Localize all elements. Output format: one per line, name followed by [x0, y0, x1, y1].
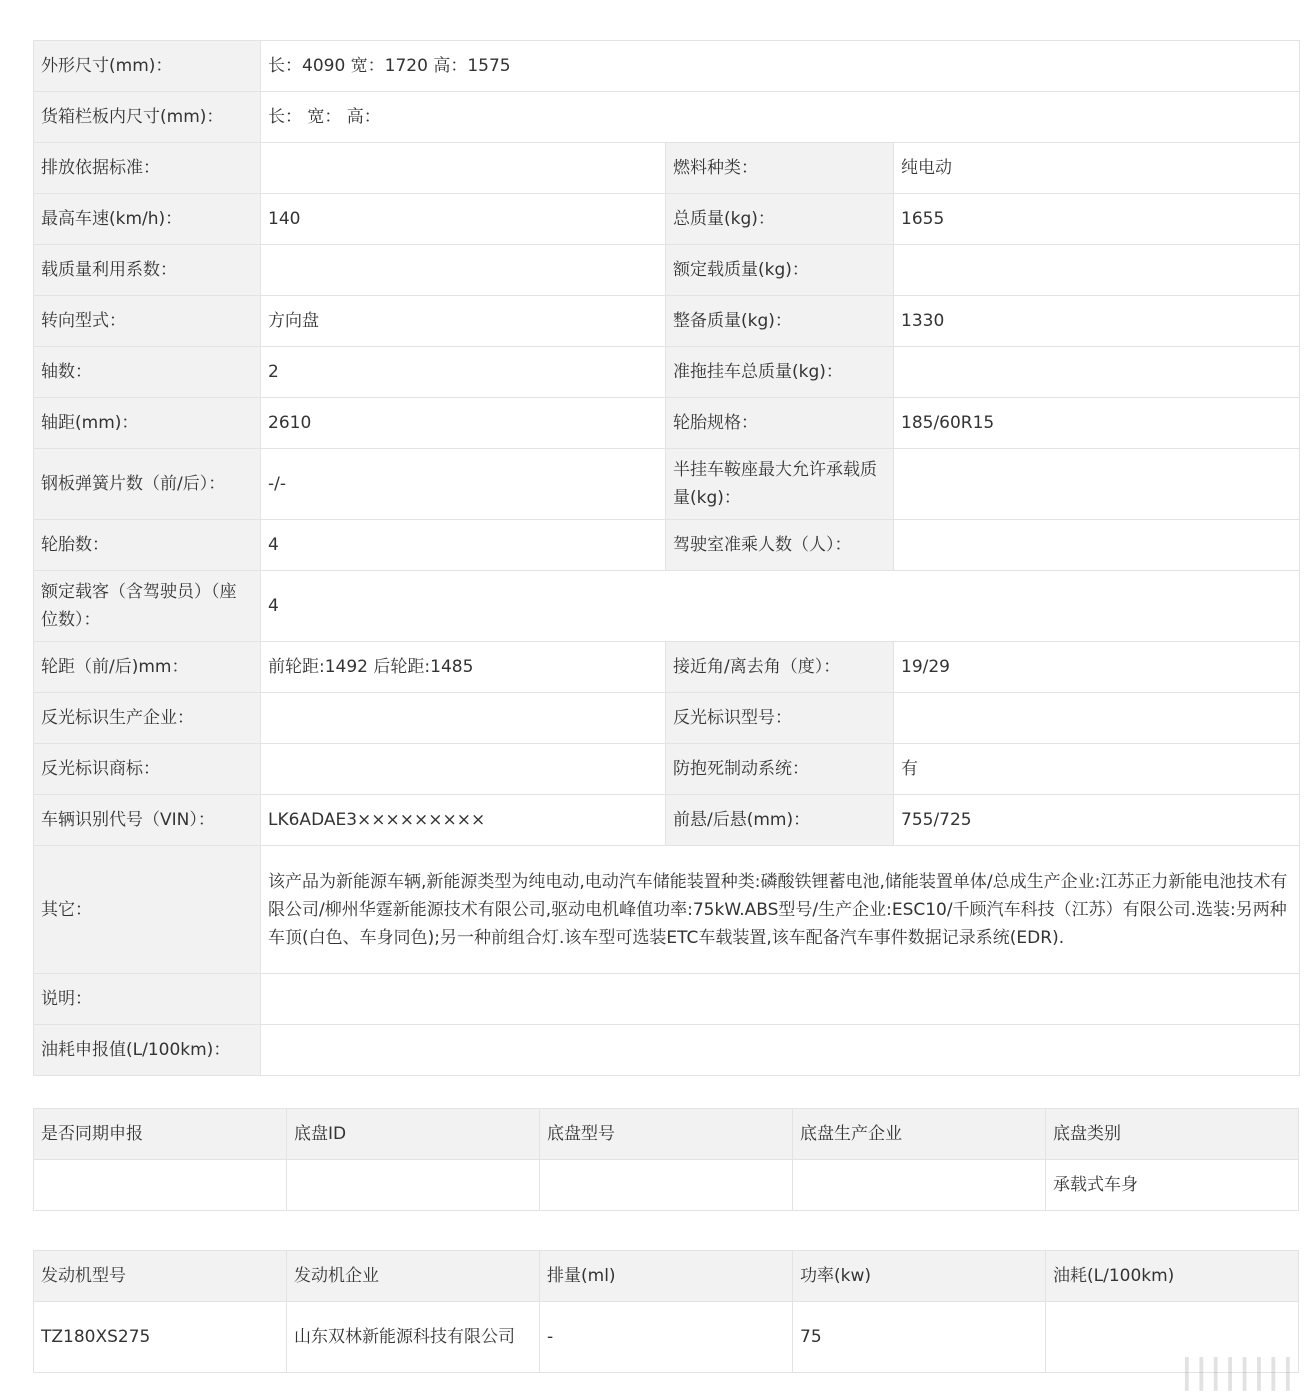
engine-table — [33, 1250, 1299, 1373]
engine-data-row — [34, 1302, 1299, 1373]
chassis-header-cell: 底盘生产企业 — [793, 1109, 1046, 1160]
saddle-value — [894, 449, 1300, 520]
chassis-cell — [793, 1160, 1046, 1211]
dimensions-label: 外形尺寸(mm)： — [34, 41, 261, 92]
cab-passengers-value — [894, 520, 1300, 571]
spec-row-vin — [34, 795, 1300, 846]
wheelbase-value: 2610 — [261, 398, 666, 449]
speed-label: 最高车速(km/h)： — [34, 194, 261, 245]
reflector-model-value — [894, 693, 1300, 744]
trailer-value — [894, 347, 1300, 398]
leaf-spring-label: 钢板弹簧片数（前/后）： — [34, 449, 261, 520]
overhang-value: 755/725 — [894, 795, 1300, 846]
load-coef-value — [261, 245, 666, 296]
chassis-cell: 承载式车身 — [1046, 1160, 1299, 1211]
steering-value: 方向盘 — [261, 296, 666, 347]
chassis-header-cell: 是否同期申报 — [34, 1109, 287, 1160]
fuel-consumption-label: 油耗申报值(L/100km)： — [34, 1025, 261, 1076]
chassis-header-cell: 底盘ID — [287, 1109, 540, 1160]
engine-header-cell: 发动机型号 — [34, 1251, 287, 1302]
tire-spec-label: 轮胎规格： — [666, 398, 894, 449]
spec-row-axles — [34, 347, 1300, 398]
leaf-spring-value: -/- — [261, 449, 666, 520]
spec-row-cargo — [34, 92, 1300, 143]
rated-passengers-value: 4 — [261, 571, 1300, 642]
emission-label: 排放依据标准： — [34, 143, 261, 194]
fuel-label: 燃料种类： — [666, 143, 894, 194]
chassis-header-cell: 底盘类别 — [1046, 1109, 1299, 1160]
spec-row-rated-passengers — [34, 571, 1300, 642]
spec-row-reflector-brand — [34, 744, 1300, 795]
axles-label: 轴数： — [34, 347, 261, 398]
spec-row-speed — [34, 194, 1300, 245]
chassis-header-row — [34, 1109, 1299, 1160]
load-coef-label: 载质量利用系数： — [34, 245, 261, 296]
rated-load-label: 额定载质量(kg)： — [666, 245, 894, 296]
engine-cell: 山东双林新能源科技有限公司 — [287, 1302, 540, 1373]
spec-row-leaf-spring — [34, 449, 1300, 520]
track-value: 前轮距:1492 后轮距:1485 — [261, 642, 666, 693]
rated-passengers-label: 额定载客（含驾驶员）（座位数）： — [34, 571, 261, 642]
cab-passengers-label: 驾驶室准乘人数（人）： — [666, 520, 894, 571]
engine-header-cell: 油耗(L/100km) — [1046, 1251, 1299, 1302]
spec-row-dimensions — [34, 41, 1300, 92]
other-value: 该产品为新能源车辆,新能源类型为纯电动,电动汽车储能装置种类:磷酸铁锂蓄电池,储能装置单体/总成生产企业:江苏正力新能电池技术有限公司/柳州华霆新能源技术有限公司,驱动电机峰值功率:75kW.ABS型号/生产企业:ESC10/千顾汽车科技（江苏）有限公司.选装:另两种车顶(白色、车身同色);另一种前组合灯.该车型可选装ETC车载装置,该车配备汽车事件数据记录系统(EDR). — [261, 846, 1300, 974]
spec-row-load — [34, 245, 1300, 296]
note-label: 说明： — [34, 974, 261, 1025]
watermark: |||||||| — [1180, 1352, 1296, 1392]
curb-mass-value: 1330 — [894, 296, 1300, 347]
steering-label: 转向型式： — [34, 296, 261, 347]
curb-mass-label: 整备质量(kg)： — [666, 296, 894, 347]
trailer-label: 准拖挂车总质量(kg)： — [666, 347, 894, 398]
reflector-model-label: 反光标识型号： — [666, 693, 894, 744]
engine-header-cell: 功率(kw) — [793, 1251, 1046, 1302]
chassis-cell — [287, 1160, 540, 1211]
axles-value: 2 — [261, 347, 666, 398]
engine-cell: 75 — [793, 1302, 1046, 1373]
tire-count-label: 轮胎数： — [34, 520, 261, 571]
angle-label: 接近角/离去角（度）： — [666, 642, 894, 693]
cargo-label: 货箱栏板内尺寸(mm)： — [34, 92, 261, 143]
engine-cell: - — [540, 1302, 793, 1373]
spec-row-reflector-maker — [34, 693, 1300, 744]
spec-row-track — [34, 642, 1300, 693]
abs-label: 防抱死制动系统： — [666, 744, 894, 795]
engine-header-cell: 排量(ml) — [540, 1251, 793, 1302]
spec-row-note — [34, 974, 1300, 1025]
chassis-cell — [34, 1160, 287, 1211]
fuel-consumption-value — [261, 1025, 1300, 1076]
reflector-maker-label: 反光标识生产企业： — [34, 693, 261, 744]
reflector-brand-label: 反光标识商标： — [34, 744, 261, 795]
engine-cell: TZ180XS275 — [34, 1302, 287, 1373]
chassis-data-row — [34, 1160, 1299, 1211]
dimensions-value: 长：4090 宽：1720 高：1575 — [261, 41, 1300, 92]
rated-load-value — [894, 245, 1300, 296]
angle-value: 19/29 — [894, 642, 1300, 693]
chassis-cell — [540, 1160, 793, 1211]
reflector-brand-value — [261, 744, 666, 795]
spec-row-steering — [34, 296, 1300, 347]
vehicle-spec-table — [33, 40, 1300, 1076]
vin-value: LK6ADAE3××××××××× — [261, 795, 666, 846]
reflector-maker-value — [261, 693, 666, 744]
track-label: 轮距（前/后)mm： — [34, 642, 261, 693]
tire-spec-value: 185/60R15 — [894, 398, 1300, 449]
speed-value: 140 — [261, 194, 666, 245]
note-value — [261, 974, 1300, 1025]
engine-header-cell: 发动机企业 — [287, 1251, 540, 1302]
spec-row-other — [34, 846, 1300, 974]
tire-count-value: 4 — [261, 520, 666, 571]
fuel-value: 纯电动 — [894, 143, 1300, 194]
wheelbase-label: 轴距(mm)： — [34, 398, 261, 449]
spec-row-emission — [34, 143, 1300, 194]
cargo-value: 长： 宽： 高： — [261, 92, 1300, 143]
gross-mass-value: 1655 — [894, 194, 1300, 245]
spec-row-wheelbase — [34, 398, 1300, 449]
spec-row-fuel-consumption — [34, 1025, 1300, 1076]
overhang-label: 前悬/后悬(mm)： — [666, 795, 894, 846]
other-label: 其它： — [34, 846, 261, 974]
abs-value: 有 — [894, 744, 1300, 795]
spec-row-tire-count — [34, 520, 1300, 571]
engine-header-row — [34, 1251, 1299, 1302]
chassis-header-cell: 底盘型号 — [540, 1109, 793, 1160]
vin-label: 车辆识别代号（VIN）： — [34, 795, 261, 846]
emission-value — [261, 143, 666, 194]
gross-mass-label: 总质量(kg)： — [666, 194, 894, 245]
saddle-label: 半挂车鞍座最大允许承载质量(kg)： — [666, 449, 894, 520]
chassis-table — [33, 1108, 1299, 1211]
